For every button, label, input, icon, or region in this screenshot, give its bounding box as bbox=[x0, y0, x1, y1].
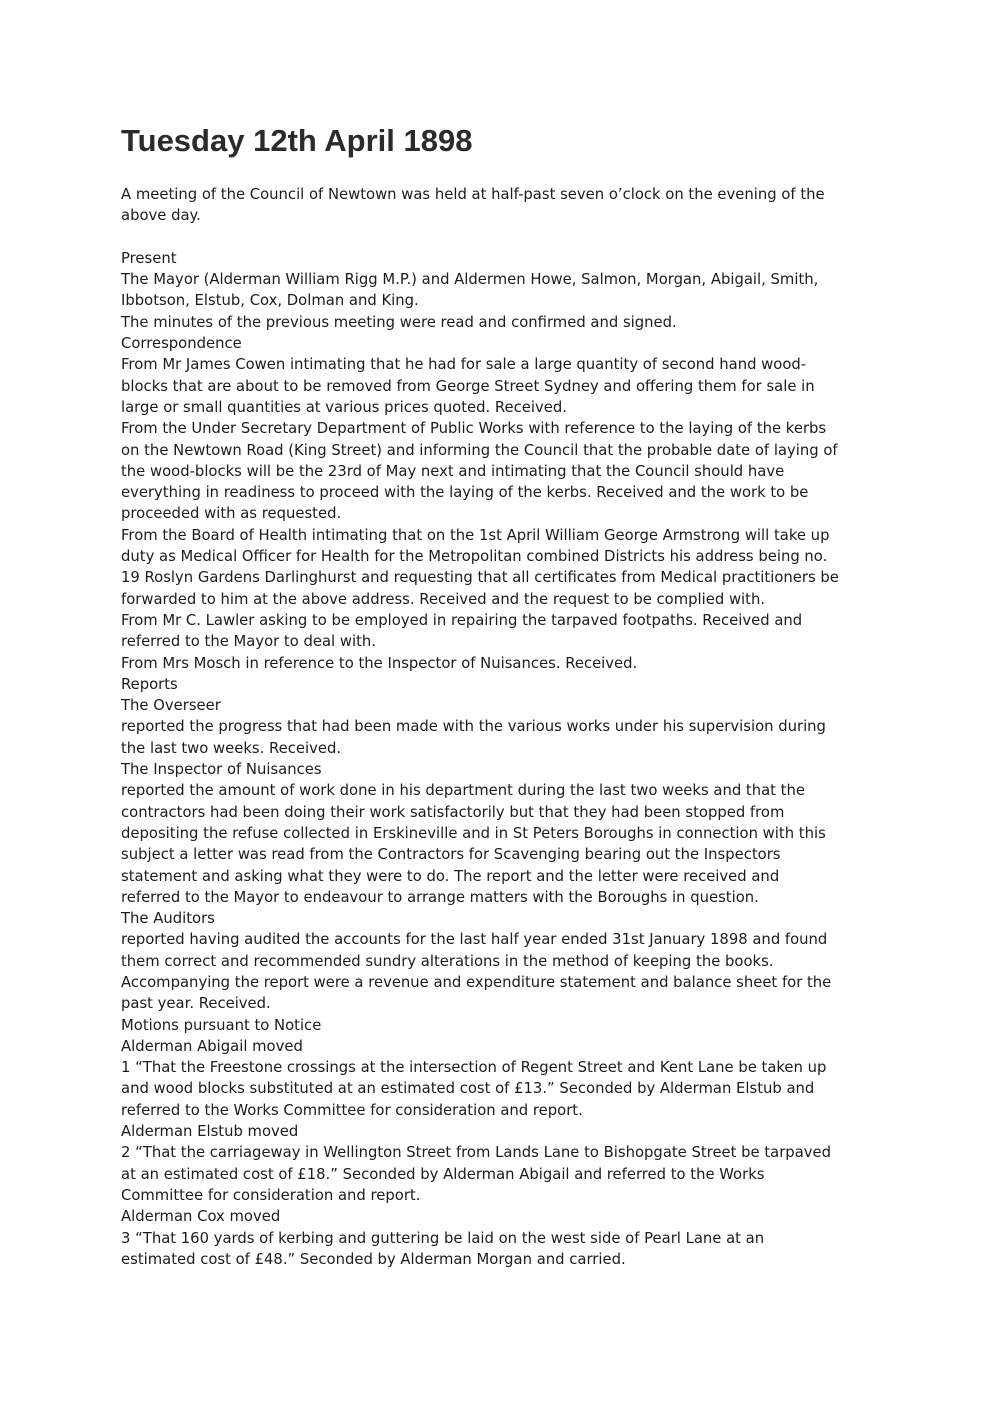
text-line: everything in readiness to proceed with the laying of the kerbs. Received and the work to be bbox=[121, 484, 809, 502]
text-line: The minutes of the previous meeting were read and confirmed and signed. bbox=[121, 313, 677, 331]
text-line: contractors had been doing their work satisfactorily but that they had been stopped from bbox=[121, 803, 785, 821]
text-line: referred to the Mayor to endeavour to arrange matters with the Boroughs in question. bbox=[121, 888, 759, 906]
text-line: 3 “That 160 yards of kerbing and guttering be laid on the west side of Pearl Lane at an bbox=[121, 1229, 765, 1247]
intro-line: above day. bbox=[121, 207, 201, 225]
text-line: From Mrs Mosch in reference to the Inspector of Nuisances. Received. bbox=[121, 654, 638, 672]
text-line: Alderman Abigail moved bbox=[121, 1037, 303, 1055]
text-line: The Overseer bbox=[121, 697, 221, 715]
text-line: Accompanying the report were a revenue and expenditure statement and balance sheet for the bbox=[121, 973, 832, 991]
text-line: referred to the Mayor to deal with. bbox=[121, 633, 376, 651]
text-line: blocks that are about to be removed from George Street Sydney and offering them for sale in bbox=[121, 377, 815, 395]
text-line: 19 Roslyn Gardens Darlinghurst and requesting that all certificates from Medical practitioners be bbox=[121, 569, 839, 587]
text-line: The Mayor (Alderman William Rigg M.P.) and Aldermen Howe, Salmon, Morgan, Abigail, Smith, bbox=[121, 271, 819, 289]
intro-line: A meeting of the Council of Newtown was held at half-past seven o’clock on the evening of the bbox=[121, 186, 825, 203]
text-line: on the Newtown Road (King Street) and informing the Council that the probable date of laying of bbox=[121, 441, 838, 459]
text-line: Committee for consideration and report. bbox=[121, 1186, 421, 1204]
text-line: reported having audited the accounts for the last half year ended 31st January 1898 and found bbox=[121, 931, 828, 949]
text-line: 1 “That the Freestone crossings at the intersection of Regent Street and Kent Lane be taken up bbox=[121, 1059, 827, 1077]
intro-paragraph bbox=[121, 184, 881, 227]
text-line: The Auditors bbox=[121, 910, 215, 928]
text-line: Reports bbox=[121, 675, 178, 693]
text-line: depositing the refuse collected in Erskineville and in St Peters Boroughs in connection with this bbox=[121, 824, 826, 842]
text-line: the last two weeks. Received. bbox=[121, 739, 342, 757]
text-line: reported the progress that had been made with the various works under his supervision during bbox=[121, 718, 826, 736]
text-line: estimated cost of £48.” Seconded by Alderman Morgan and carried. bbox=[121, 1250, 626, 1268]
text-line: the wood-blocks will be the 23rd of May next and intimating that the Council should have bbox=[121, 462, 785, 480]
text-line: Alderman Elstub moved bbox=[121, 1123, 299, 1141]
text-line: at an estimated cost of £18.” Seconded by Alderman Abigail and referred to the Works bbox=[121, 1165, 765, 1183]
paragraph-gap bbox=[121, 227, 881, 248]
text-line: large or small quantities at various prices quoted. Received. bbox=[121, 398, 567, 416]
text-line: Ibbotson, Elstub, Cox, Dolman and King. bbox=[121, 292, 419, 310]
text-line: Present bbox=[121, 249, 177, 267]
text-line: proceeded with as requested. bbox=[121, 505, 342, 523]
text-line: referred to the Works Committee for consideration and report. bbox=[121, 1101, 583, 1119]
text-line: them correct and recommended sundry alterations in the method of keeping the books. bbox=[121, 952, 774, 970]
text-line: From Mr James Cowen intimating that he had for sale a large quantity of second hand wood- bbox=[121, 356, 807, 374]
text-line: and wood blocks substituted at an estimated cost of £13.” Seconded by Alderman Elstub and bbox=[121, 1080, 815, 1098]
text-line: Correspondence bbox=[121, 335, 242, 353]
text-line: Alderman Cox moved bbox=[121, 1208, 281, 1226]
minutes-body bbox=[121, 184, 881, 1270]
text-line: 2 “That the carriageway in Wellington Street from Lands Lane to Bishopgate Street be tarpaved bbox=[121, 1144, 832, 1162]
text-line: statement and asking what they were to do. The report and the letter were received and bbox=[121, 867, 780, 885]
page-title: Tuesday 12th April 1898 bbox=[121, 123, 473, 158]
text-line: duty as Medical Officer for Health for the Metropolitan combined Districts his address being no. bbox=[121, 548, 828, 566]
text-line: reported the amount of work done in his department during the last two weeks and that the bbox=[121, 782, 805, 800]
text-line: From the Board of Health intimating that on the 1st April William George Armstrong will take up bbox=[121, 526, 830, 544]
text-line: Motions pursuant to Notice bbox=[121, 1016, 322, 1034]
text-line: From Mr C. Lawler asking to be employed in repairing the tarpaved footpaths. Received and bbox=[121, 611, 803, 629]
text-line: past year. Received. bbox=[121, 995, 271, 1013]
minutes-lines bbox=[121, 248, 881, 1270]
text-line: subject a letter was read from the Contractors for Scavenging bearing out the Inspectors bbox=[121, 846, 781, 864]
text-line: forwarded to him at the above address. Received and the request to be complied with. bbox=[121, 590, 766, 608]
text-line: From the Under Secretary Department of Public Works with reference to the laying of the kerbs bbox=[121, 420, 827, 438]
text-line: The Inspector of Nuisances bbox=[121, 761, 322, 779]
